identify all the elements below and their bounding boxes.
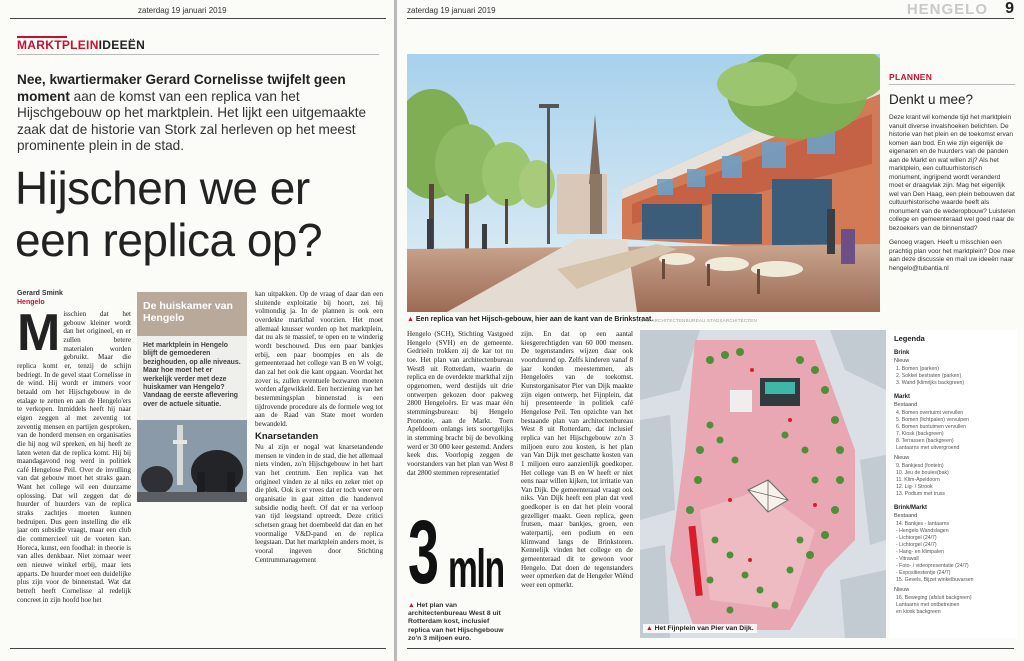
- sidebar-paragraph-2: Genoeg vragen. Heeft u misschien een prachtig plan voor het marktplein? Doe mee aan deze discussie en mail uw ideeën naar hengelo@tubantia.nl: [889, 239, 1016, 272]
- big-number-unit: mln: [448, 539, 504, 599]
- replica-illustration-graphic: [407, 54, 880, 312]
- legend-group-name: Brink/Markt: [894, 505, 928, 511]
- author: Gerard Smink: [17, 290, 63, 297]
- fijnplein-map-graphic: [640, 330, 886, 638]
- page-date: zaterdag 19 januari 2019: [138, 6, 227, 15]
- big-number-note-text: Het plan van architectenbureau West 8 uit Rotterdam kost, inclusief replica van het Hijschgebouw zo'n 3 miljoen euro.: [408, 602, 504, 642]
- legend-item: 8. Terrassen (backgreen): [896, 438, 954, 444]
- intro-paragraph: [17, 72, 377, 155]
- legend-item: - Expositiestentje (24/7): [896, 570, 951, 576]
- legend-title: Legenda: [894, 334, 925, 343]
- bottom-rule: [407, 648, 1014, 649]
- article-column-3: [255, 290, 383, 655]
- legend-item: 5. Bomen (lichtpalen) vervulpen: [896, 417, 969, 423]
- legend-item: 11. Klim-Apeldoorn: [896, 477, 940, 483]
- legend-item: 14. Bankjes - lantaarns: [896, 521, 950, 527]
- legend-item: 12. Lig- / Strook: [896, 484, 933, 490]
- section-rule: [17, 54, 379, 55]
- map-caption-triangle-icon: ▲: [646, 625, 653, 632]
- legend-item: - Hengelo Wandslagen: [896, 528, 949, 534]
- headline: Hijschen we er een replica op?: [15, 162, 323, 266]
- legend-item: 7. Kiosk (backgreen): [896, 431, 944, 437]
- legend-item: 10. Jeu de boules(bak): [896, 470, 949, 476]
- photo-caption: [407, 316, 653, 323]
- legend-item: 4. Bomen overtuimt vervullen: [896, 410, 964, 416]
- legend-group-sub: Nieuw: [894, 587, 910, 593]
- statue-photo: [137, 420, 247, 502]
- article-column-5: zijn. En dat op een aantal kiesgerechtigden van 60 000 mensen. De tegenstanders wijzen daar ook voortdurend op. Zelfs kinderen vanaf 8 jaar konden meestemmen, als Hengeloërs van de toekomst. Kunstorganisator Pier van Dijk maakte zijn eigen ontwerp, het Fijnplein, dat hij presenteerde in politiek café Hengelose Peil. Ten opzichte van het bestaande plan van architectenbureau West 8 uit Rotterdam, dat inclusief replica van het Hijschgebouw zo'n 3 miljoen euro zou kosten, is het plan van Van Dijk met geschatte kosten van 1 miljoen euro aanzienlijk goedkoper. Het college van B en W heeft er niet eens naar willen kijken, tot irritatie van Van Dijk. De gemeenteraad vraagt ook niks. Van Dijk heeft een plan dat veel goedkoper is en dat het plein vooral gezelliger maakt. Geen replica, geen frutsen, maar bankjes, groen, een waterpartij, een podium en een klimwand langs de Brinkstoren. Kennelijk vinden het college en de gemeenteraad dit te gewoon voor Hengelo. Dat doen de tegenstanders weer opmerken dat de Hengeler Wiënd weer een opmerkt.: [521, 330, 633, 590]
- legend-item: 16. Beweging (afsluit backgreen): [896, 595, 972, 601]
- legend-item: Lantaarns met ontbetreinen: [896, 602, 960, 608]
- legend-item: - Lichtorgel (24/7): [896, 542, 937, 548]
- article-column-1-text: isschien dat het gebouw kleiner wordt dan het origineel, en er zullen betere materialen worden gebruikt. Maar die replica komt er, tenzij de schijn bedriegt. In de gevel staat Cornelisse in de wind. Hij wordt er immers voor betaald om het Hijschgebouw in de etalage te zetten en aan de Hengelo'ers te verkopen. Inmiddels heeft hij naar eigen zeggen al met zeventig tot zeventig mensen en partijen gesproken, van de honderd mensen en organisaties die hij nog wil spreken, en hij heeft ze laten weten dat de replica komt. Hij bij maandagavond nog werd in politiek café Hengelose Peil. Over de invulling van dat gebouw moet het straks gaan. Want het college wil een duurzame oplossing. Dat wil zeggen dat de huurder of huurders van de replica straks zachtjes moeten kunnen bedruipen. Dus geen instelling die elk jaar om subsidie vraagt, maar een club die commercieel uit de voeten kan. Horeca, kunst, een foodhal: in theorie is van alles denkbaar. Niet zomaar weer een nieuwe winkel erbij, maar iets apparts. De huurder moet een duidelijke plus zijn voor de binnenstad. Wat dat betreft heeft Cornelisse al redelijk concreet in zijn hoofd hoe het: [17, 310, 131, 604]
- big-number-note: [408, 602, 506, 643]
- legend-item: - Hang- en klimpalen: [896, 549, 944, 555]
- top-rule: [407, 18, 1014, 19]
- legend-item: 6. Bomen buntuimen vervullen: [896, 424, 967, 430]
- map-caption: [643, 624, 757, 633]
- legend-item: 3. Wand (klimrijks backgreen): [896, 380, 965, 386]
- legend-item: 1. Bomen (parken): [896, 366, 939, 372]
- legend-item: 2. Sokkel bestraten (parken): [896, 373, 962, 379]
- legend-item: - Lichtorgel (24/7): [896, 535, 937, 541]
- sidebar-heading: Denkt u mee?: [889, 92, 974, 107]
- section-label: [17, 38, 145, 52]
- subheading: Knarsetanden: [255, 430, 319, 442]
- legend-group-name: Markt: [894, 394, 911, 400]
- intro-rest: aan de komst van een replica van het Hijschgebouw op het marktplein. Het lijkt een uitgemaakte zaak dat de historie van Stork zal herleven op het meest prominente plein in de stad.: [17, 88, 367, 153]
- legend-item: - Vitrawall: [896, 556, 919, 562]
- section-label-black: IDEEËN: [98, 38, 146, 52]
- legend-group-sub: Bestaand: [894, 402, 918, 408]
- legend-group-sub: Nieuw: [894, 455, 910, 461]
- section-name: HENGELO: [906, 1, 988, 18]
- photo-credit: FOTO ARCHITECTENBUREAU STADSARCHITECTEN: [637, 318, 757, 323]
- article-column-3-text-a: kan uitpakken. Op de vraag of daar dan een sluitende exploitatie bij hoort, zei hij volmondig ja. In de plannen is ook een overdekte markthal voorzien. Het moet allemaal knusser worden op het marktplein, dat nu als te massief, te open en te winderig wordt beschouwd. Dus een paar bankjes erbij, een paar boompjes en als de gemeenteraad het college van B en W volgt, dan zal het ook die kant opgaan. Voordat het zover is, zullen eventuele bezwaren moeten worden afgewikkeld. Een herziening van het bestemmingsplan binnenstad is een tijdrovende procedure als de formele weg tot aan de Raad van State moet worden bewandeld.: [255, 290, 383, 428]
- sidebar-text: [889, 114, 1016, 279]
- article-column-3-text-b: Nu al zijn er nogal wat knarsetandende mensen te vinden in de stad, die het allemaal niets vinden, zo'n Hijschgebouw in het hart van het centrum. Een replica van het origineel vinden ze al niks en zeker niet op die plek. Ook is er vrees dat er toch weer een organisatie in gaat zitten die handenvol subsidie nodig heeft. Of dat er na verloop van tijd leegstand optreedt. Deze critici schetsen graag het doembeeld dat dan en het voormalige V&D-pand en de replica leegstaan. Dat het marktplein anders moet, is vooral ingeven door Stichting Centrummanagement: [255, 443, 383, 564]
- legend-item: 13. Podium met truss: [896, 491, 946, 497]
- map-caption-text: Het Fijnplein van Pier van Dijk.: [654, 625, 754, 632]
- drop-cap: M: [17, 310, 61, 362]
- legend-item: en kiosk backgreen: [896, 609, 941, 615]
- statue-photo-graphic: [137, 420, 247, 502]
- legend-group-sub: Nieuw: [894, 358, 910, 364]
- sidebar-rule: [889, 84, 1015, 85]
- legend-item: Lantaarns met uitvergroend: [896, 445, 960, 451]
- legend-item: 9. Bankjesd (fontein): [896, 463, 944, 469]
- sidebar-paragraph-1: Deze krant wil komende tijd het marktplein vanuit diverse invalshoeken belichten. De historie van het plein en de toekomst ervan komen aan bod. En wie zijn eigenlijk de eigenaren en de huurders van de panden aan de Markt en wat willen zij? Als het marktplein, een cultuurhistorisch monument, ingrijpend wordt veranderd moet er draagvlak zijn. Mag het eigenlijk wel van Den Haag, een plein bebouwen dat cultuurhistorische waarde heeft als monument van de wederopbouw? Luisteren college en gemeenteraad wel goed naar de bezoekers van de binnenstad?: [889, 114, 1016, 232]
- infobox-text: Het marktplein in Hengelo blijft de gemoederen bezighouden, op alle niveaus. Maar hoe moet het er werkelijk verder met deze huiskamer van Hengelo? Vandaag de eerste aflevering over de actuele situatie.: [143, 342, 241, 408]
- infobox: [137, 292, 247, 502]
- big-number: [408, 503, 504, 603]
- article-column-1: [17, 310, 131, 655]
- bottom-rule: [10, 648, 386, 649]
- intro-bold: Nee, kwartiermaker Gerard Cornelisse twijfelt geen moment: [17, 72, 346, 104]
- page-date: zaterdag 19 januari 2019: [407, 6, 496, 15]
- sidebar-section-label: PLANNEN: [889, 72, 933, 82]
- infobox-title: De huiskamer van Hengelo: [137, 292, 247, 336]
- legend-group-sub: Bestaand: [894, 513, 918, 519]
- fijnplein-map: [640, 330, 886, 638]
- photo-caption-text: Een replica van het Hijsch-gebouw, hier aan de kant van de Brinkstraat.: [415, 316, 654, 323]
- legend-item: - Foto- / videopresentatie (24/7): [896, 563, 969, 569]
- legend-item: 15. Gevels, Bijzet winkelbuvarsen: [896, 577, 974, 583]
- right-page: [397, 0, 1024, 661]
- caption-triangle-icon: ▲: [407, 316, 414, 323]
- note-triangle-icon: ▲: [408, 602, 415, 609]
- article-column-4: Hengelo (SCH), Stichting Vastgoed Hengelo (SVH) en de gemeente. Gedrieën trokken zij de kar tot nu toe. Het plan van architectenbureau West8 uit Rotterdam, waarin de replica en de overdekte markthal zijn opgenomen, werd destijds uit drie ontwerpen gekozen door pakweg 2800 Hengeloërs. Er was maar één stemmingsbureau: bij Hengelo Promotie, aan de Markt. Toen Apeldoorn onlangs iets soortgelijks in stemming bracht bij de bevolking werd er 30 000 keer gestemd. Anders keek dus. Voorlopig zeggen de voorstanders van het plan van West 8 dat 2800 stemmen representatief: [407, 330, 513, 477]
- page-number: 9: [1005, 0, 1014, 17]
- dateline-place: Hengelo: [17, 299, 45, 306]
- big-number-value: 3: [408, 503, 438, 603]
- legend-group-name: Brink: [894, 350, 910, 356]
- top-rule: [10, 18, 386, 19]
- section-label-red: MARKTPLEIN: [17, 38, 99, 52]
- replica-illustration: [407, 54, 880, 312]
- map-legend: [890, 330, 1017, 638]
- left-page: [0, 0, 394, 661]
